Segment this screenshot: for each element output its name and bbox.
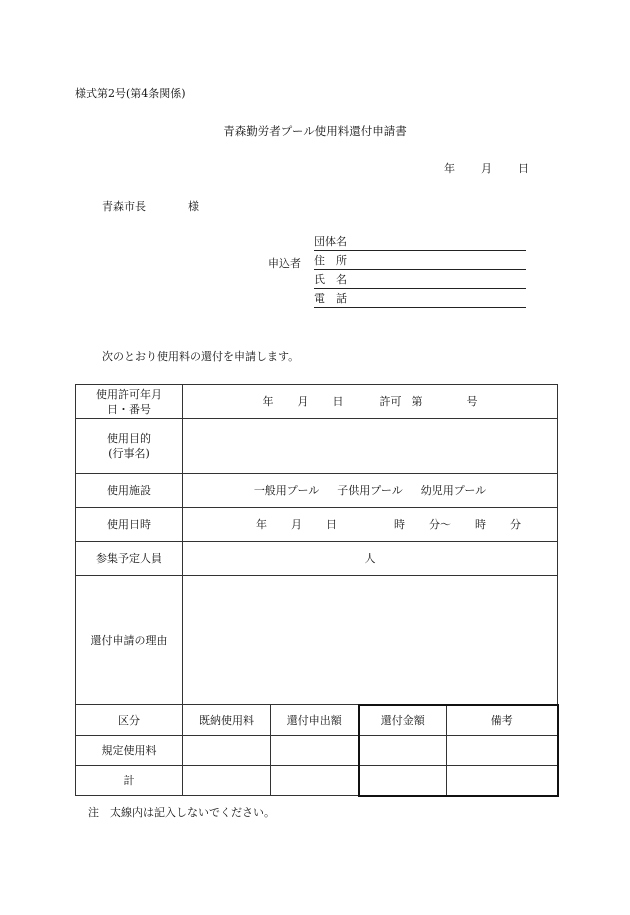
fee-row-label: 規定使用料 <box>76 736 183 766</box>
date-year: 年 <box>444 162 455 175</box>
intro-text: 次のとおり使用料の還付を申請します。 <box>102 350 300 363</box>
fee-row-label: 計 <box>76 766 183 796</box>
permit-label: 使用許可年月 日・番号 <box>76 385 183 419</box>
applicant-org-line[interactable]: 団体名 <box>314 235 526 251</box>
form-number: 様式第2号(第4条関係) <box>75 87 186 100</box>
date-month: 月 <box>481 162 492 175</box>
table-row <box>76 542 558 576</box>
table-row <box>76 576 558 705</box>
table-row <box>76 736 558 766</box>
addressee-name: 青森市長 <box>102 200 146 213</box>
footnote: 注 太線内は記入しないでください。 <box>88 806 275 819</box>
permit-value[interactable]: 年 月 日 許可 第 号 <box>183 385 558 419</box>
applicant-name-line[interactable]: 氏 名 <box>314 273 526 289</box>
fee-header-refund: 還付金額 <box>359 705 447 736</box>
datetime-label: 使用日時 <box>76 508 183 542</box>
fee-cell[interactable] <box>183 766 271 796</box>
addressee <box>102 198 199 214</box>
table-row <box>76 385 558 419</box>
purpose-value[interactable] <box>183 419 558 474</box>
purpose-label: 使用目的 (行事名) <box>76 419 183 474</box>
fee-cell[interactable] <box>183 736 271 766</box>
applicant-label: 申込者 <box>268 257 301 270</box>
attendees-label: 参集予定人員 <box>76 542 183 576</box>
fee-header-category: 区分 <box>76 705 183 736</box>
fee-cell[interactable] <box>271 736 359 766</box>
table-row <box>76 474 558 508</box>
datetime-value[interactable]: 年 月 日 時 分〜 時 分 <box>183 508 558 542</box>
fee-cell <box>447 766 558 796</box>
attendees-value[interactable]: 人 <box>183 542 558 576</box>
applicant-phone-line[interactable]: 電 話 <box>314 292 526 308</box>
page-title: 青森勤労者プール使用料還付申請書 <box>223 124 407 138</box>
table-row <box>76 766 558 796</box>
fee-header-remarks: 備考 <box>447 705 558 736</box>
addressee-suffix: 様 <box>188 200 199 213</box>
fee-header-paid: 既納使用料 <box>183 705 271 736</box>
applicant-address-line[interactable]: 住 所 <box>314 254 526 270</box>
table-row <box>76 419 558 474</box>
facility-label: 使用施設 <box>76 474 183 508</box>
fee-cell <box>359 736 447 766</box>
fee-cell <box>359 766 447 796</box>
table-row <box>76 508 558 542</box>
reason-value[interactable] <box>183 576 558 705</box>
fee-cell[interactable] <box>271 766 359 796</box>
table-row <box>76 705 558 736</box>
facility-options[interactable]: 一般用プール 子供用プール 幼児用プール <box>183 474 558 508</box>
date-row <box>444 160 529 176</box>
fee-cell <box>447 736 558 766</box>
fee-header-requested: 還付申出額 <box>271 705 359 736</box>
reason-label: 還付申請の理由 <box>76 576 183 705</box>
application-table <box>75 384 559 797</box>
date-day: 日 <box>518 162 529 175</box>
